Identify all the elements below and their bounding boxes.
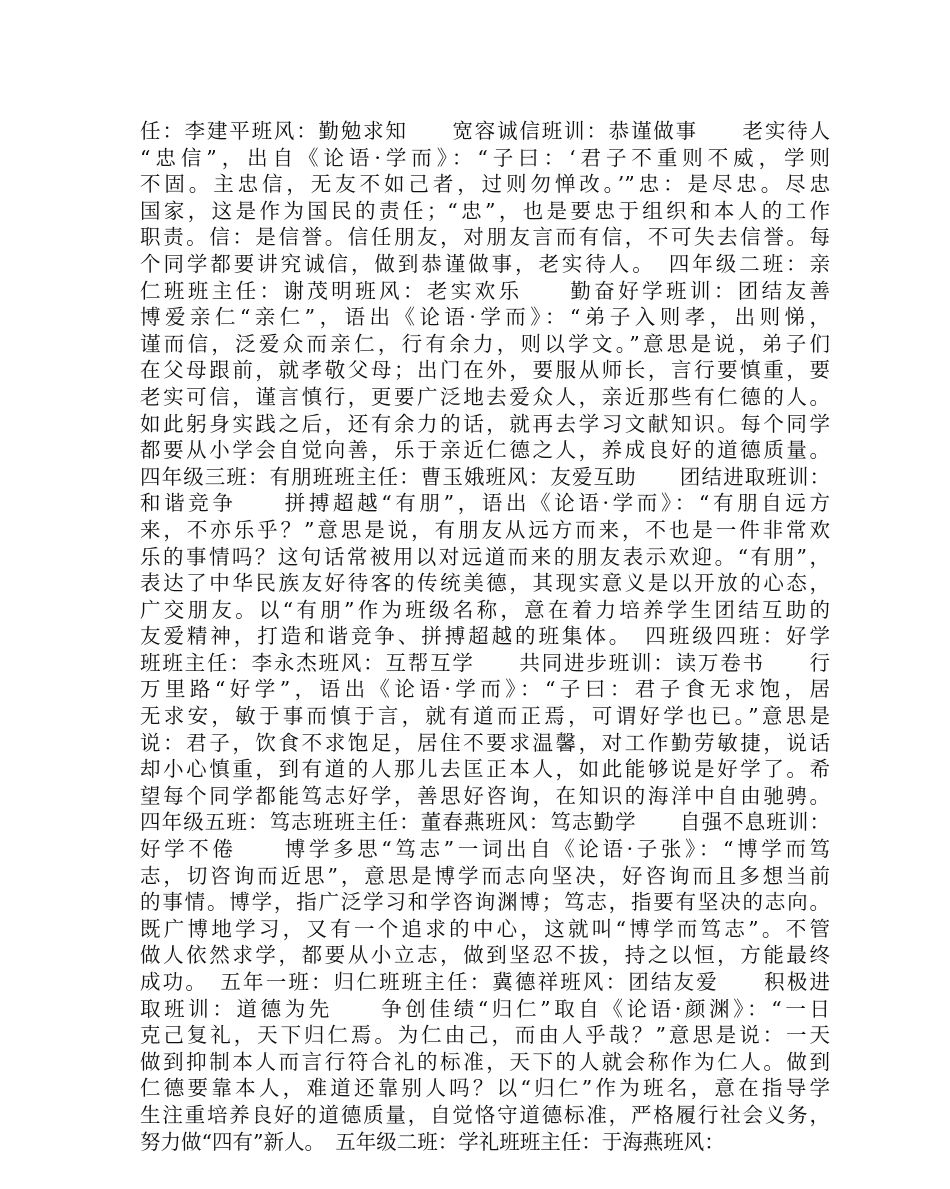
text-line: 在父母跟前，就孝敬父母；出门在外，要服从师长，言行要慎重，要: [140, 358, 830, 383]
text-line: 乐的事情吗？这句话常被用以对远道而来的朋友表示欢迎。“有朋”，: [140, 544, 830, 569]
text-line: 如此躬身实践之后，还有余力的话，就再去学习文献知识。每个同学: [140, 411, 830, 436]
text-line: 仁班班主任：谢茂明班风：老实欢乐 勤奋好学班训：团结友善: [140, 278, 830, 303]
text-line: 班班主任：李永杰班风：互帮互学 共同进步班训：读万卷书 行: [140, 650, 830, 675]
text-line: 友爱精神，打造和谐竞争、拼搏超越的班集体。 四班级四班：好学: [140, 624, 830, 649]
text-line: 仁德要靠本人，难道还靠别人吗？以“归仁”作为班名，意在指导学: [140, 1076, 830, 1101]
text-line: 四年级五班：笃志班班主任：董春燕班风：笃志勤学 自强不息班训：: [140, 810, 830, 835]
text-line: 生注重培养良好的道德质量，自觉恪守道德标准，严格履行社会义务，: [140, 1102, 830, 1127]
text-line: 职责。信：是信誉。信任朋友，对朋友言而有信，不可失去信誉。每: [140, 225, 830, 250]
text-line: 成功。 五年一班：归仁班班主任：冀德祥班风：团结友爱 积极进: [140, 970, 830, 994]
text-line: 说：君子，饮食不求饱足，居住不要求温馨，对工作勤劳敏捷，说话: [140, 730, 830, 755]
text-line: 来，不亦乐乎？”意思是说，有朋友从远方而来，不也是一件非常欢: [140, 517, 830, 542]
text-line: 做人依然求学，都要从小立志，做到坚忍不拔，持之以恒，方能最终: [140, 943, 830, 968]
text-line: “忠信”，出自《论语·学而》：“子曰：‘君子不重则不威，学则: [140, 145, 830, 170]
text-line: 却小心慎重，到有道的人那儿去匡正本人，如此能够说是好学了。希: [140, 757, 830, 782]
text-line: 老实可信，谨言慎行，更要广泛地去爱众人，亲近那些有仁德的人。: [140, 384, 830, 409]
text-line: 志，切咨询而近思”，意思是博学而志向坚决，好咨询而且多想当前: [140, 863, 830, 888]
text-line: 四年级三班：有朋班班主任：曹玉娥班风：友爱互助 团结进取班训：: [140, 464, 830, 489]
text-line: 和谐竞争 拼搏超越“有朋”，语出《论语·学而》：“有朋自远方: [140, 491, 830, 516]
text-line: 个同学都要讲究诚信，做到恭谨做事，老实待人。 四年级二班：亲: [140, 251, 830, 276]
text-line: 广交朋友。以“有朋”作为班级名称，意在着力培养学生团结互助的: [140, 597, 830, 622]
text-line: 好学不倦 博学多思“笃志”一词出自《论语·子张》：“博学而笃: [140, 837, 830, 862]
text-line: 任：李建平班风：勤勉求知 宽容诚信班训：恭谨做事 老实待人: [140, 119, 830, 143]
text-line: 不固。主忠信，无友不如己者，过则勿惮改。’”忠：是尽忠。尽忠: [140, 172, 830, 197]
text-line: 博爱亲仁“亲仁”，语出《论语·学而》：“弟子入则孝，出则悌，: [140, 305, 830, 330]
text-line: 万里路“好学”，语出《论语·学而》：“子曰：君子食无求饱，居: [140, 677, 830, 702]
text-line: 取班训：道德为先 争创佳绩“归仁”取自《论语·颜渊》：“一日: [140, 996, 830, 1021]
text-line: 努力做“四有”新人。 五年级二班：学礼班班主任：于海燕班风：: [140, 1129, 725, 1154]
text-line: 望每个同学都能笃志好学，善思好咨询，在知识的海洋中自由驰骋。: [140, 783, 830, 808]
text-line: 国家，这是作为国民的责任；“忠”，也是要忠于组织和本人的工作: [140, 198, 830, 223]
text-line: 谨而信，泛爱众而亲仁，行有余力，则以学文。”意思是说，弟子们: [140, 331, 830, 356]
document-body: [140, 118, 830, 1155]
text-line: 做到抑制本人而言行符合礼的标准，天下的人就会称作为仁人。做到: [140, 1049, 830, 1074]
text-line: 表达了中华民族友好待客的传统美德，其现实意义是以开放的心态，: [140, 571, 830, 596]
text-line: 克己复礼，天下归仁焉。为仁由己，而由人乎哉？”意思是说：一天: [140, 1023, 830, 1048]
text-line: 无求安，敏于事而慎于言，就有道而正焉，可谓好学也已。”意思是: [140, 704, 830, 729]
text-line: 既广博地学习，又有一个追求的中心，这就叫“博学而笃志”。不管: [140, 916, 830, 941]
text-line: 的事情。博学，指广泛学习和学咨询渊博；笃志，指要有坚决的志向。: [140, 890, 830, 915]
text-line: 都要从小学会自觉向善，乐于亲近仁德之人，养成良好的道德质量。: [140, 438, 830, 463]
